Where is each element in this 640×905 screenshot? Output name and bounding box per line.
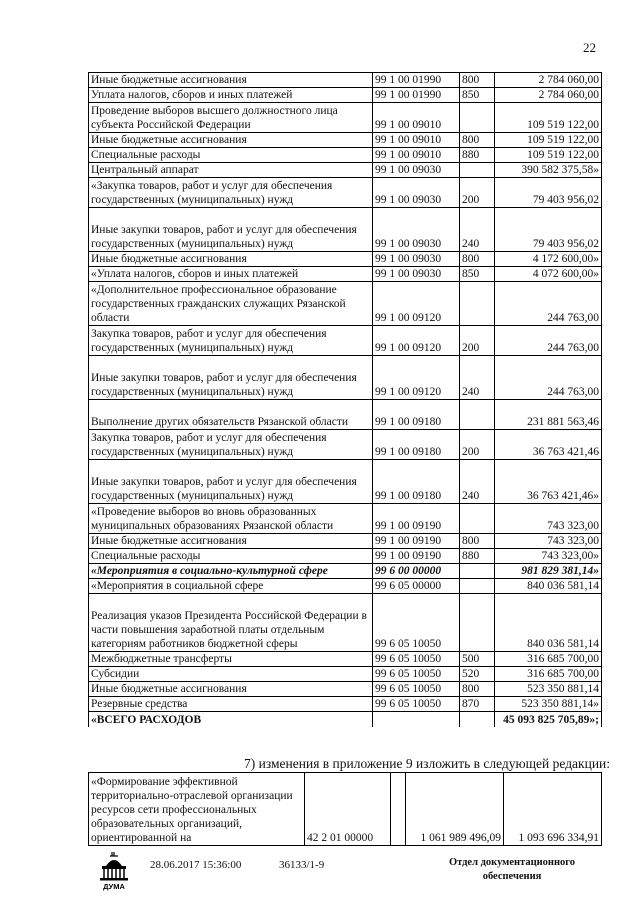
row-type: 200 (460, 178, 495, 208)
row-type: 880 (460, 148, 495, 163)
row-name: Специальные расходы (89, 148, 373, 163)
row-amount: 79 403 956,02 (495, 178, 602, 208)
row-name: Реализация указов Президента Российской Федерации в части повышения заработной платы отдельным категориям работников бюджетной сферы (89, 594, 373, 652)
row-name: «Уплата налогов, сборов и иных платежей (89, 267, 373, 282)
row-name: Закупка товаров, работ и услуг для обеспечения государственных (муниципальных) нужд (89, 326, 373, 356)
duma-logo-icon (92, 850, 136, 892)
row-type (460, 282, 495, 326)
row-type: 800 (460, 133, 495, 148)
row-amount: 36 763 421,46» (495, 460, 602, 504)
row-code: 99 1 00 09030 (373, 208, 460, 252)
row-name: «ВСЕГО РАСХОДОВ (89, 712, 373, 727)
row-name: Специальные расходы (89, 549, 373, 564)
budget-table-body (89, 73, 602, 727)
table-row (89, 564, 602, 579)
row-type (460, 564, 495, 579)
row-code: 99 6 05 00000 (373, 579, 460, 594)
row-amount: 244 763,00 (495, 282, 602, 326)
page-footer (0, 850, 640, 900)
row-amount: 743 323,00 (495, 504, 602, 534)
table-row (89, 682, 602, 697)
row-code: 99 1 00 09190 (373, 504, 460, 534)
logo-text: ДУМА (103, 882, 125, 891)
row-name: Субсидии (89, 667, 373, 682)
table-row (89, 282, 602, 326)
table-row (89, 460, 602, 504)
table-row (89, 652, 602, 667)
row-code: 99 1 00 09180 (373, 430, 460, 460)
row-amount: 45 093 825 705,89»; (495, 712, 602, 727)
row-amount: 2 784 060,00 (495, 73, 602, 88)
row-type: 240 (460, 460, 495, 504)
appendix-row-amount-2: 1 093 696 334,91 (504, 773, 602, 846)
row-amount: 523 350 881,14» (495, 697, 602, 712)
row-amount: 316 685 700,00 (495, 667, 602, 682)
row-name: «Проведение выборов во вновь образованных муниципальных образованиях Рязанской области (89, 504, 373, 534)
row-name: Иные закупки товаров, работ и услуг для обеспечения государственных (муниципальных) нужд (89, 208, 373, 252)
row-amount: 4 172 600,00» (495, 252, 602, 267)
table-row (89, 356, 602, 400)
footer-department: Отдел документационного обеспечения (448, 857, 576, 882)
row-type: 240 (460, 208, 495, 252)
row-amount: 2 784 060,00 (495, 88, 602, 103)
row-amount: 36 763 421,46 (495, 430, 602, 460)
row-type: 850 (460, 88, 495, 103)
row-name: Закупка товаров, работ и услуг для обеспечения государственных (муниципальных) нужд (89, 430, 373, 460)
row-amount: 840 036 581,14 (495, 579, 602, 594)
row-name: Резервные средства (89, 697, 373, 712)
row-code: 99 1 00 09180 (373, 400, 460, 430)
row-code: 99 6 00 00000 (373, 564, 460, 579)
table-row (89, 712, 602, 727)
row-name: Иные бюджетные ассигнования (89, 133, 373, 148)
row-type: 800 (460, 682, 495, 697)
row-code: 99 1 00 09180 (373, 460, 460, 504)
table-row (89, 148, 602, 163)
table-row (89, 697, 602, 712)
row-code (373, 712, 460, 727)
row-code: 99 1 00 09190 (373, 549, 460, 564)
row-code: 99 1 00 09120 (373, 282, 460, 326)
row-name: Иные бюджетные ассигнования (89, 73, 373, 88)
table-row (89, 163, 602, 178)
table-row (89, 534, 602, 549)
row-amount: 244 763,00 (495, 326, 602, 356)
row-type: 200 (460, 430, 495, 460)
row-name: Иные закупки товаров, работ и услуг для обеспечения государственных (муниципальных) нужд (89, 356, 373, 400)
row-amount: 840 036 581,14 (495, 594, 602, 652)
row-code: 99 1 00 01990 (373, 73, 460, 88)
row-code: 99 1 00 09120 (373, 356, 460, 400)
table-row (89, 103, 602, 133)
row-amount: 981 829 381,14» (495, 564, 602, 579)
row-code: 99 1 00 09010 (373, 103, 460, 133)
row-name: Иные бюджетные ассигнования (89, 682, 373, 697)
row-code: 99 6 05 10050 (373, 667, 460, 682)
footer-doc-code: 36133/1-9 (279, 859, 325, 871)
row-amount: 109 519 122,00 (495, 133, 602, 148)
row-amount: 743 323,00 (495, 534, 602, 549)
table-row (89, 594, 602, 652)
row-name: Проведение выборов высшего должностного лица субъекта Российской Федерации (89, 103, 373, 133)
row-name: «Закупка товаров, работ и услуг для обеспечения государственных (муниципальных) нужд (89, 178, 373, 208)
row-type: 800 (460, 534, 495, 549)
table-row (89, 267, 602, 282)
row-name: «Мероприятия в социальной сфере (89, 579, 373, 594)
row-code: 99 1 00 09010 (373, 133, 460, 148)
row-type: 520 (460, 667, 495, 682)
row-amount: 109 519 122,00 (495, 148, 602, 163)
row-code: 99 1 00 09120 (373, 326, 460, 356)
row-type: 500 (460, 652, 495, 667)
row-code: 99 6 05 10050 (373, 652, 460, 667)
table-row (89, 88, 602, 103)
table-row (89, 773, 602, 846)
row-code: 99 1 00 09010 (373, 148, 460, 163)
table-row (89, 430, 602, 460)
row-amount: 743 323,00» (495, 549, 602, 564)
table-row (89, 133, 602, 148)
row-name: Иные бюджетные ассигнования (89, 534, 373, 549)
row-code: 99 6 05 10050 (373, 697, 460, 712)
row-type (460, 712, 495, 727)
row-name: «Дополнительное профессиональное образование государственных гражданских служащих Рязанской области (89, 282, 373, 326)
row-name: Уплата налогов, сборов и иных платежей (89, 88, 373, 103)
row-amount: 4 072 600,00» (495, 267, 602, 282)
row-code: 99 6 05 10050 (373, 594, 460, 652)
row-type: 870 (460, 697, 495, 712)
row-name: Иные бюджетные ассигнования (89, 252, 373, 267)
row-code: 99 1 00 01990 (373, 88, 460, 103)
row-code: 99 1 00 09190 (373, 534, 460, 549)
row-type: 800 (460, 73, 495, 88)
row-type (460, 579, 495, 594)
row-name: «Мероприятия в социально-культурной сфере (89, 564, 373, 579)
row-type: 880 (460, 549, 495, 564)
row-code: 99 1 00 09030 (373, 252, 460, 267)
row-amount: 109 519 122,00 (495, 103, 602, 133)
row-code: 99 6 05 10050 (373, 682, 460, 697)
row-amount: 390 582 375,58» (495, 163, 602, 178)
table-row (89, 252, 602, 267)
row-type: 200 (460, 326, 495, 356)
row-amount: 244 763,00 (495, 356, 602, 400)
table-row (89, 208, 602, 252)
table-row (89, 400, 602, 430)
appendix-row-name: «Формирование эффективной территориально-отраслевой организации ресурсов сети профессиональных образовательных организаций, ориентированной на (89, 773, 305, 846)
table-row (89, 178, 602, 208)
row-type: 240 (460, 356, 495, 400)
row-name: Иные закупки товаров, работ и услуг для обеспечения государственных (муниципальных) нужд (89, 460, 373, 504)
appendix-row-type (391, 773, 406, 846)
row-type (460, 103, 495, 133)
amendment-text: 7) изменения в приложение 9 изложить в следующей редакции: (244, 756, 611, 771)
appendix-table (88, 772, 602, 846)
row-code: 99 1 00 09030 (373, 178, 460, 208)
table-row (89, 326, 602, 356)
row-type: 800 (460, 252, 495, 267)
table-row (89, 549, 602, 564)
row-type (460, 594, 495, 652)
row-type (460, 504, 495, 534)
row-code: 99 1 00 09030 (373, 267, 460, 282)
appendix-row-code: 42 2 01 00000 (305, 773, 391, 846)
table-row (89, 667, 602, 682)
row-name: Межбюджетные трансферты (89, 652, 373, 667)
row-amount: 523 350 881,14 (495, 682, 602, 697)
row-type (460, 400, 495, 430)
row-type (460, 163, 495, 178)
footer-date: 28.06.2017 15:36:00 (150, 859, 242, 871)
row-amount: 316 685 700,00 (495, 652, 602, 667)
table-row (89, 73, 602, 88)
table-row (89, 579, 602, 594)
row-amount: 79 403 956,02 (495, 208, 602, 252)
appendix-row-amount-1: 1 061 989 496,09 (406, 773, 504, 846)
table-row (89, 504, 602, 534)
page-number: 22 (583, 40, 596, 55)
budget-table (88, 72, 602, 727)
row-name: Центральный аппарат (89, 163, 373, 178)
row-amount: 231 881 563,46 (495, 400, 602, 430)
row-type: 850 (460, 267, 495, 282)
row-code: 99 1 00 09030 (373, 163, 460, 178)
row-name: Выполнение других обязательств Рязанской области (89, 400, 373, 430)
